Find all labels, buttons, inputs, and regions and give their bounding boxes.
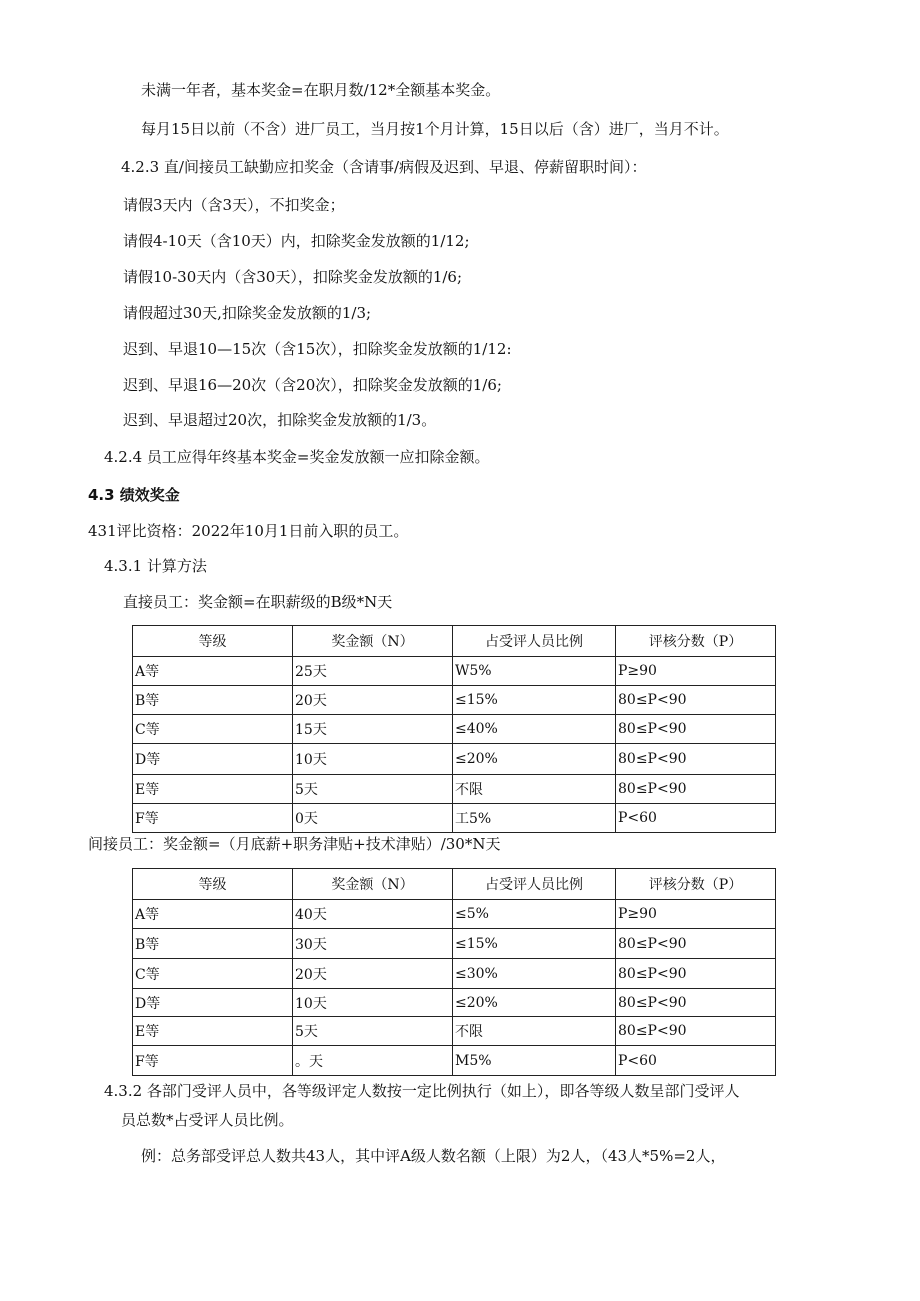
cell: B等	[133, 929, 293, 959]
header-cell: 评核分数（P）	[616, 626, 776, 657]
cell: ≤40%	[453, 715, 616, 744]
cell: 0天	[293, 804, 453, 833]
cell: ≤5%	[453, 900, 616, 929]
paragraph: 未满一年者，基本奖金=在职月数/12*全额基本奖金。	[141, 81, 501, 99]
cell: P≥90	[616, 900, 776, 929]
cell: 25天	[293, 657, 453, 686]
cell: 80≤P<90	[616, 989, 776, 1017]
cell: 5天	[293, 1017, 453, 1046]
cell: 80≤P<90	[616, 744, 776, 775]
cell: 80≤P<90	[616, 929, 776, 959]
cell: 80≤P<90	[616, 686, 776, 715]
cell: F等	[133, 1046, 293, 1076]
table-row	[133, 989, 776, 1017]
cell: D等	[133, 989, 293, 1017]
cell: 20天	[293, 959, 453, 989]
cell: ≤20%	[453, 989, 616, 1017]
cell: 10天	[293, 989, 453, 1017]
cell: 15天	[293, 715, 453, 744]
cell: 10天	[293, 744, 453, 775]
direct-employee-bonus-table	[132, 625, 776, 833]
paragraph: 员总数*占受评人员比例。	[121, 1111, 294, 1129]
cell: ≤20%	[453, 744, 616, 775]
section-heading-4-2-4: 4.2.4 员工应得年终基本奖金=奖金发放额一应扣除金额。	[104, 448, 490, 466]
cell: A等	[133, 900, 293, 929]
cell: 80≤P<90	[616, 959, 776, 989]
indirect-employee-bonus-table	[132, 868, 776, 1076]
table-row	[133, 959, 776, 989]
table-row	[133, 804, 776, 833]
paragraph: 请假10-30天内（含30天），扣除奖金发放额的1/6;	[123, 268, 463, 286]
table-row	[133, 1046, 776, 1076]
cell: P<60	[616, 1046, 776, 1076]
table-row	[133, 715, 776, 744]
cell: B等	[133, 686, 293, 715]
header-cell: 奖金额（N）	[293, 626, 453, 657]
section-heading-4-3-1: 4.3.1 计算方法	[104, 557, 207, 575]
cell: ≤30%	[453, 959, 616, 989]
table-row	[133, 657, 776, 686]
cell: A等	[133, 657, 293, 686]
cell: ≤15%	[453, 686, 616, 715]
cell: 工5%	[453, 804, 616, 833]
cell: C等	[133, 959, 293, 989]
cell: 。天	[293, 1046, 453, 1076]
header-cell: 奖金额（N）	[293, 869, 453, 900]
table-row	[133, 900, 776, 929]
header-cell: 等级	[133, 626, 293, 657]
section-heading-4-3: 4.3 绩效奖金	[88, 486, 180, 504]
cell: 不限	[453, 775, 616, 804]
paragraph: 迟到、早退10—15次（含15次），扣除奖金发放额的1/12:	[123, 340, 512, 358]
table-row	[133, 1017, 776, 1046]
paragraph: 请假4-10天（含10天）内，扣除奖金发放额的1/12;	[123, 232, 470, 250]
cell: 不限	[453, 1017, 616, 1046]
cell: F等	[133, 804, 293, 833]
section-heading-4-2-3: 4.2.3 直/间接员工缺勤应扣奖金（含请事/病假及迟到、早退、停薪留职时间）：	[121, 158, 647, 176]
cell: 40天	[293, 900, 453, 929]
cell: 5天	[293, 775, 453, 804]
cell: 80≤P<90	[616, 775, 776, 804]
paragraph: 例：总务部受评总人数共43人，其中评A级人数名额（上限）为2人，（43人*5%=2人，	[141, 1147, 726, 1165]
paragraph: 请假超过30天,扣除奖金发放额的1/3;	[123, 304, 372, 322]
cell: P≥90	[616, 657, 776, 686]
cell: E等	[133, 775, 293, 804]
table-row	[133, 775, 776, 804]
paragraph: 431评比资格：2022年10月1日前入职的员工。	[88, 522, 409, 540]
section-heading-4-3-2: 4.3.2 各部门受评人员中，各等级评定人数按一定比例执行（如上），即各等级人数呈部门受评人	[104, 1082, 740, 1100]
table-row	[133, 686, 776, 715]
cell: W5%	[453, 657, 616, 686]
cell: P<60	[616, 804, 776, 833]
table-row	[133, 929, 776, 959]
paragraph: 迟到、早退超过20次，扣除奖金发放额的1/3。	[123, 411, 437, 429]
table-row	[133, 744, 776, 775]
cell: 30天	[293, 929, 453, 959]
cell: D等	[133, 744, 293, 775]
cell: M5%	[453, 1046, 616, 1076]
cell: 80≤P<90	[616, 715, 776, 744]
table-caption-direct: 直接员工：奖金额=在职薪级的B级*N天	[123, 593, 393, 611]
cell: 20天	[293, 686, 453, 715]
cell: ≤15%	[453, 929, 616, 959]
header-cell: 占受评人员比例	[453, 869, 616, 900]
header-cell: 评核分数（P）	[616, 869, 776, 900]
cell: 80≤P<90	[616, 1017, 776, 1046]
paragraph: 每月15日以前（不含）进厂员工，当月按1个月计算，15日以后（含）进厂，当月不计。	[141, 120, 729, 138]
header-cell: 占受评人员比例	[453, 626, 616, 657]
cell: C等	[133, 715, 293, 744]
table-caption-indirect: 间接员工：奖金额=（月底薪+职务津贴+技术津贴）/30*N天	[88, 835, 501, 853]
header-cell: 等级	[133, 869, 293, 900]
paragraph: 请假3天内（含3天），不扣奖金；	[123, 196, 345, 214]
cell: E等	[133, 1017, 293, 1046]
paragraph: 迟到、早退16—20次（含20次），扣除奖金发放额的1/6;	[123, 376, 502, 394]
